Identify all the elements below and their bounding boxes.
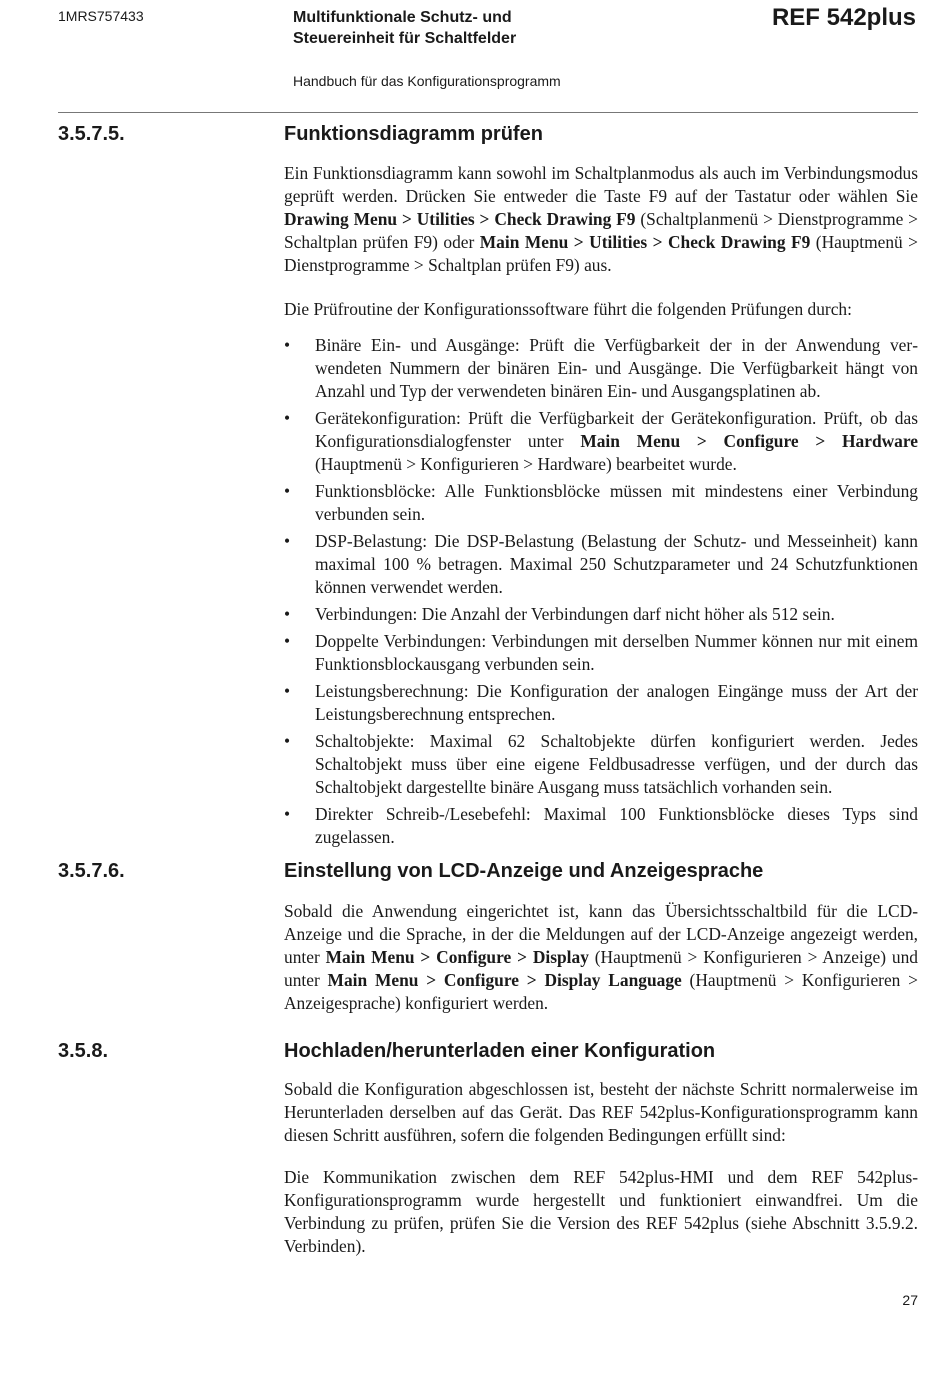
document-title-line-2: Steuereinheit für Schaltfelder: [293, 30, 517, 47]
bullet-icon: •: [284, 631, 291, 651]
document-code: 1MRS757433: [58, 8, 144, 24]
list-item: • Schaltobjekte: Maximal 62 Schaltobjekte dürfen konfiguriert werden. Jedes Schaltobjekt muss über eine eigene Feldbusadresse verfügen, und der durch das Schaltobjekt dargestellte binäre Ausgang muss tatsächlich vorhanden sein.: [284, 731, 918, 797]
document-title-line-1: Multifunktionale Schutz- und: [293, 9, 512, 26]
section-number-3576: 3.5.7.6.: [58, 860, 125, 882]
list-item: • Direkter Schreib-/Lesebefehl: Maximal 100 Funktionsblöcke dieses Typs sind zugelassen.: [284, 804, 918, 847]
bullet-icon: •: [284, 335, 291, 355]
header-divider: [58, 112, 918, 113]
list-item: • Verbindungen: Die Anzahl der Verbindungen darf nicht höher als 512 sein.: [284, 604, 835, 624]
page-number: 27: [902, 1292, 918, 1308]
list-item: • Binäre Ein- und Ausgänge: Prüft die Verfügbarkeit der in der Anwendung verwendeten Nummern der binären Ein- und Ausgänge. Die Verfügbarkeit hängt von Anzahl und Typ der verwendeten binären Ein- und Ausgangsplatinen ab.: [284, 335, 918, 401]
bullet-icon: •: [284, 804, 291, 824]
section-title-3576: Einstellung von LCD-Anzeige und Anzeigesprache: [284, 860, 764, 882]
section-title-3575: Funktionsdiagramm prüfen: [284, 123, 543, 145]
product-name: REF 542plus: [771, 4, 916, 31]
list-item: • DSP-Belastung: Die DSP-Belastung (Belastung der Schutz- und Messeinheit) kann maximal 100 % betragen. Maximal 250 Schutzparameter und 24 Schutzfunktionen können verwendet werden.: [284, 531, 918, 597]
paragraph-check-intro: Ein Funktionsdiagramm kann sowohl im Schaltplanmodus als auch im Verbindungsmodus geprüft werden. Drücken Sie entweder die Taste F9 auf der Tastatur oder wählen Sie Drawing Menu > Utilities > Check Drawing F9 (Schaltplanmenü > Dienstprogramme > Schaltplan prüfen F9) oder Main Menu > Utilities > Check Drawing F9 (Hauptmenü > Dienstprogramme > Schaltplan prüfen F9) aus.: [284, 163, 918, 275]
section-number-3575: 3.5.7.5.: [58, 123, 125, 145]
check-list: [284, 334, 918, 853]
paragraph-lcd-display: Sobald die Anwendung eingerichtet ist, kann das Übersichtsschaltbild für die LCD-Anzeige und die Sprache, in der die Meldungen auf der LCD-Anzeige angezeigt werden, unter Main Menu > Configure > Display (Hauptmenü > Konfigurieren > Anzeige) und unter Main Menu > Configure > Display Language (Hauptmenü > Konfigurieren > Anzeigesprache) konfiguriert werden.: [284, 901, 918, 1013]
document-title: [293, 7, 516, 49]
bullet-icon: •: [284, 531, 291, 551]
paragraph-communication: Die Kommunikation zwischen dem REF 542plus-HMI und dem REF 542plus-Konfigurationsprogramm wurde hergestellt und funktioniert einwandfrei. Um die Verbindung zu prüfen, prüfen Sie die Version des REF 542plus (siehe Abschnitt 3.5.9.2. Verbinden).: [284, 1167, 918, 1256]
bullet-icon: •: [284, 731, 291, 751]
bullet-icon: •: [284, 681, 291, 701]
list-item: • Leistungsberechnung: Die Konfiguration der analogen Eingänge muss der Art der Leistungsberechnung entsprechen.: [284, 681, 918, 724]
bullet-icon: •: [284, 408, 291, 428]
list-item: • Gerätekonfiguration: Prüft die Verfügbarkeit der Gerätekonfiguration. Prüft, ob das Konfigurationsdialogfenster unter Main Menu > Configure > Hardware (Hauptmenü > Konfigurieren > Hardware) bearbeitet wurde.: [284, 408, 918, 474]
section-number-358: 3.5.8.: [58, 1040, 109, 1062]
paragraph-upload-intro: Sobald die Konfiguration abgeschlossen ist, besteht der nächste Schritt normalerweise im Herunterladen derselben auf das Gerät. Das REF 542plus-Konfigurationsprogramm kann diesen Schritt ausführen, sofern die folgenden Bedingungen erfüllt sind:: [284, 1079, 918, 1145]
bullet-icon: •: [284, 481, 291, 501]
section-title-358: Hochladen/herunterladen einer Konfiguration: [284, 1040, 716, 1062]
list-item: • Funktionsblöcke: Alle Funktionsblöcke müssen mit mindestens einer Verbindung verbunden sein.: [284, 481, 918, 524]
bullet-icon: •: [284, 604, 291, 624]
manual-subtitle: Handbuch für das Konfigurationsprogramm: [293, 73, 561, 89]
paragraph-check-routine: Die Prüfroutine der Konfigurationssoftware führt die folgenden Prüfungen durch:: [284, 299, 852, 319]
list-item: • Doppelte Verbindungen: Verbindungen mit derselben Nummer können nur mit einem Funktionsblockausgang verbunden sein.: [284, 631, 918, 674]
